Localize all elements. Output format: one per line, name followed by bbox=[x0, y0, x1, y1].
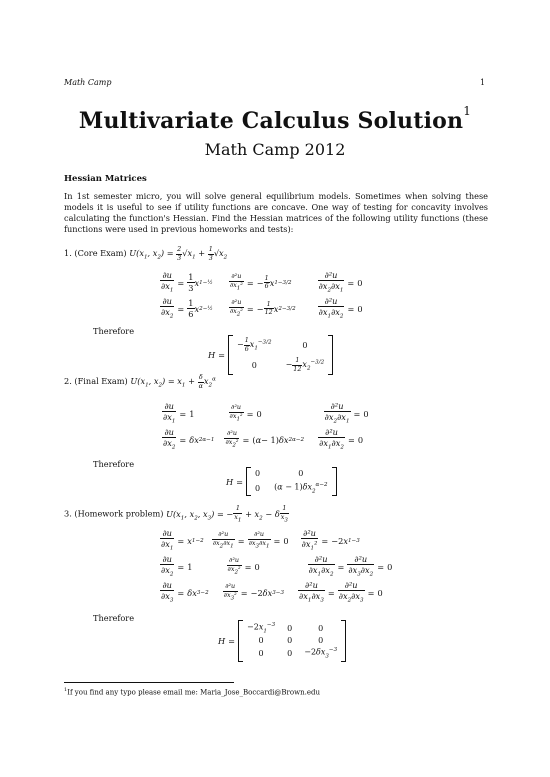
problem-2-number: 2. bbox=[64, 376, 72, 386]
problem-2-function: $U(x_1$, $x_2) = x_1$ + $\frac{\delta}{\alpha}$ $x_2^\alpha$ bbox=[130, 373, 216, 390]
section-heading: Hessian Matrices bbox=[64, 174, 147, 184]
problem-3-derivatives-row-1: $\frac{\partial u}{\partial x_1}$ = x 1 −2 $\frac{\text{∂²u}}{\partial x_2\partial x_1}$ = $\frac{\text{∂²u}}{\partial x_3\partial x_1}$ = 0 $\frac{\text{∂²u}}{\partial x_1^2}$ = − 2 x 1 −3 bbox=[161, 528, 360, 552]
footnote-mark: 1 bbox=[64, 687, 68, 693]
problem-1-statement bbox=[64, 246, 227, 262]
footnote bbox=[64, 687, 320, 696]
problem-2-statement bbox=[64, 374, 216, 390]
therefore-label-1: Therefore bbox=[93, 326, 135, 336]
therefore-label-2: Therefore bbox=[93, 459, 135, 469]
problem-2-derivatives-row-1: $\frac{\partial u}{\partial x_1}$ = 1 $\frac{\text{∂²u}}{\partial x_1^2}$ = 0 $\frac{\text{∂²u}}{\partial x_2\partial x_1}$ = 0 bbox=[163, 401, 369, 425]
problem-3-number: 3. bbox=[64, 508, 72, 519]
problem-3-function: $U(x_1$, $x_2$, $x_3$) = − $\frac{1}{x_1}$ + $x_2 - \delta$ $\frac{1}{x_3}$ bbox=[166, 504, 288, 523]
page-number: 1 bbox=[480, 78, 486, 87]
intro-paragraph: In 1st semester micro, you will solve general equilibrium models. Sometimes when solving these models it is useful to see if utility functions are concave. One way of testing for concavity involves calculating the function's Hessian. Find the Hessian matrices of the following utility functions (these functions were used in previous homeworks and tests): bbox=[64, 191, 488, 234]
problem-3-derivatives-row-2: $\frac{\partial u}{\partial x_2}$ = 1 $\frac{\text{∂²u}}{\partial x_2^2}$ = 0 $\frac{\text{∂²u}}{\partial x_1\partial x_2}$ = $\frac{\text{∂²u}}{\partial x_3\partial x_2}$ = 0 bbox=[161, 554, 393, 578]
page-title-text: Multivariate Calculus Solution bbox=[78, 108, 464, 134]
hessian-3: H = $-2x_1^{-3}$ 0 0 0 0 0 0 0 $-2\delta x_3^{-3}$ bbox=[218, 620, 346, 662]
page-subtitle: Math Camp 2012 bbox=[204, 140, 346, 159]
running-header-title: Math Camp bbox=[64, 78, 112, 87]
problem-1-label: (Core Exam) bbox=[74, 248, 127, 258]
therefore-label-3: Therefore bbox=[93, 613, 135, 623]
problem-1-number: 1. bbox=[64, 248, 72, 258]
hessian-1: H = − $\frac{1}{6}$ $x_1^{-3/2}$ 0 0 − $\frac{1}{12}$ $x_2^{-3/2}$ bbox=[208, 335, 333, 375]
problem-1-function: $U(x_1$, $x_2$) = $\frac{2}{3}$ $√x_1$ + $\frac{1}{3}$ $√x_2$ bbox=[129, 245, 228, 262]
problem-2-derivatives-row-2: $\frac{\partial u}{\partial x_2}$ = δx 2 α−1 $\frac{\text{∂²u}}{\partial x_2^2}$ = ( α − 1) δx 2 α−2 $\frac{\text{∂²u}}{\partial x_1\partial x_2}$ = 0 bbox=[163, 427, 364, 451]
problem-1-derivatives-row-1: $\frac{\partial u}{\partial x_1}$ = $\frac{1}{3}$ x 1 −½ $\frac{\text{∂²u}}{\partial x_1^2}$ = − $\frac{1}{6}$ x 1 −3/2 $\frac{\text{∂²u}}{\partial x_2\partial x_1}$ = 0 bbox=[161, 270, 363, 294]
problem-1-derivatives-row-2: $\frac{\partial u}{\partial x_2}$ = $\frac{1}{6}$ x 2 −½ $\frac{\text{∂²u}}{\partial x_2^2}$ = − $\frac{1}{12}$ x 2 −3/2 $\frac{\text{∂²u}}{\partial x_1\partial x_2}$ = 0 bbox=[161, 296, 363, 320]
problem-3-derivatives-row-3: $\frac{\partial u}{\partial x_3}$ = δx 3 −2 $\frac{\text{∂²u}}{\partial x_3^2}$ = − 2 δx 3 −3 $\frac{\text{∂²u}}{\partial x_1\partial x_3}$ = $\frac{\text{∂²u}}{\partial x_2\partial x_3}$ = 0 bbox=[161, 580, 383, 604]
footnote-text: If you find any typo please email me: Maria_Jose_Boccardi@Brown.edu bbox=[67, 688, 320, 697]
footnote-rule bbox=[64, 682, 234, 683]
hessian-2: H = 0 0 0 $(\alpha - 1)\delta x_2^{\alpha-2}$ bbox=[226, 467, 337, 496]
title-footnote-mark: 1 bbox=[463, 104, 472, 118]
problem-3-statement bbox=[64, 505, 289, 524]
page-title bbox=[0, 104, 550, 134]
problem-2-label: (Final Exam) bbox=[74, 376, 128, 386]
problem-3-label: (Homework problem) bbox=[74, 508, 164, 519]
